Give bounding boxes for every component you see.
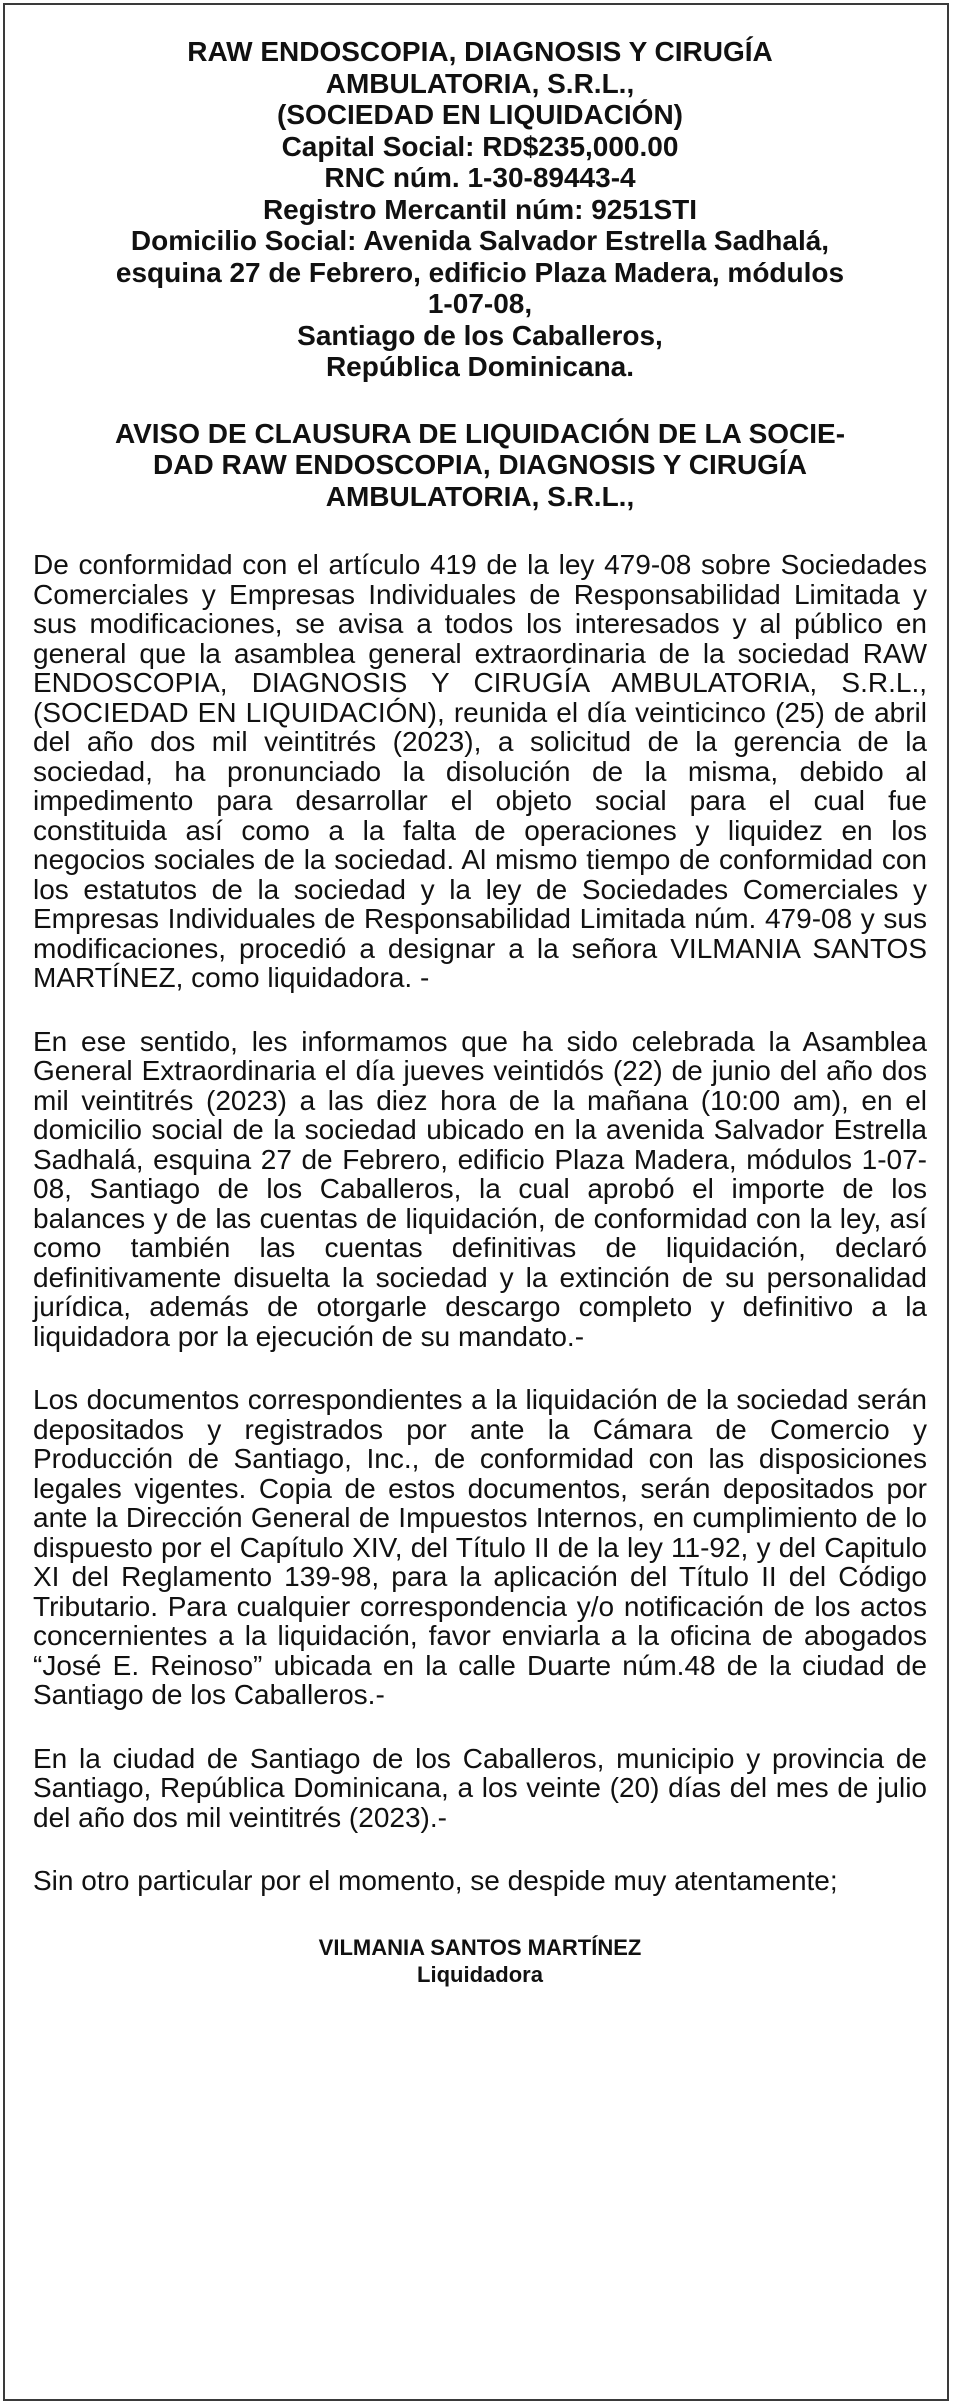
paragraph-dissolution: De conformidad con el artículo 419 de la ley 479-08 sobre Sociedades Comerciales y Empresas Individuales de Responsabilidad Limitada y sus modificaciones, se avisa a todos los interesados y al público en general que la asamblea general extraordinaria de la sociedad RAW ENDOSCOPIA, DIAGNOSIS Y CIRUGÍA AMBULATORIA, S.R.L., (SOCIEDAD EN LIQUIDACIÓN), reunida el día veinticinco (25) de abril del año dos mil veintitrés (2023), a solicitud de la gerencia de la sociedad, ha pronunciado la disolución de la misma, debido al impedimento para desarrollar el objeto social para el cual fue constituida así como a la falta de operaciones y liquidez en los negocios sociales de la sociedad. Al mismo tiempo de conformidad con los estatutos de la sociedad y la ley de Sociedades Comerciales y Empresas Individuales de Responsabilidad Limitada núm. 479-08 y sus modificaciones, procedió a designar a la señora VILMANIA SANTOS MARTÍNEZ, como liquidadora. - bbox=[33, 549, 927, 993]
address-line-1: Domicilio Social: Avenida Salvador Estrella Sadhalá, bbox=[130, 225, 830, 256]
notice-title-line-3: AMBULATORIA, S.R.L., bbox=[325, 480, 635, 512]
paragraph-closing: Sin otro particular por el momento, se despide muy atentamente; bbox=[33, 1865, 838, 1896]
address-line-2: esquina 27 de Febrero, edificio Plaza Madera, módulos bbox=[115, 256, 845, 288]
notice-title bbox=[33, 418, 927, 513]
company-name-line-1: RAW ENDOSCOPIA, DIAGNOSIS Y CIRUGÍA bbox=[187, 36, 773, 67]
paragraph-documents: Los documentos correspondientes a la liquidación de la sociedad serán depositados y registrados por ante la Cámara de Comercio y Producción de Santiago, Inc., de conformidad con las disposiciones legales vigentes. Copia de estos documentos, serán depositados por ante la Dirección General de Impuestos Internos, en cumplimiento de lo dispuesto por el Capítulo XIV, del Título II de la ley 11-92, y del Capitulo XI del Reglamento 139-98, para la aplicación del Título II del Código Tributario. Para cualquier correspondencia y/o notificación de los actos concernientes a la liquidación, favor enviarla a la oficina de abogados “José E. Reinoso” ubicada en la calle Duarte núm.48 de la ciudad de Santiago de los Caballeros.- bbox=[33, 1384, 927, 1710]
company-header bbox=[33, 36, 927, 383]
notice-title-line-1: AVISO DE CLAUSURA DE LIQUIDACIÓN DE LA SOCIE- bbox=[114, 417, 846, 449]
legal-notice bbox=[33, 36, 927, 1988]
notice-body bbox=[33, 550, 927, 1896]
company-status: (SOCIEDAD EN LIQUIDACIÓN) bbox=[277, 99, 683, 130]
mercantile-registry: Registro Mercantil núm: 9251STI bbox=[262, 193, 698, 225]
rnc-number: RNC núm. 1-30-89443-4 bbox=[324, 162, 636, 193]
notice-title-line-2: DAD RAW ENDOSCOPIA, DIAGNOSIS Y CIRUGÍA bbox=[153, 449, 807, 480]
paragraph-assembly: En ese sentido, les informamos que ha sido celebrada la Asamblea General Extraordinaria el día jueves veintidós (22) de junio del año dos mil veintitrés (2023) a las diez hora de la mañana (10:00 am), en el domicilio social de la sociedad ubicado en la avenida Salvador Estrella Sadhalá, esquina 27 de Febrero, edificio Plaza Madera, módulos 1-07-08, Santiago de los Caballeros, la cual aprobó el importe de los balances y de las cuentas de liquidación, de conformidad con la ley, así como también las cuentas definitivas de liquidación, declaró definitivamente disuelta la sociedad y la extinción de su personalidad jurídica, además de otorgarle descargo completo y definitivo a la liquidadora por la ejecución de su mandato.- bbox=[33, 1025, 927, 1352]
address-city: Santiago de los Caballeros, bbox=[297, 319, 663, 351]
company-name-line-2: AMBULATORIA, S.R.L., bbox=[325, 67, 635, 99]
signatory-name: VILMANIA SANTOS MARTÍNEZ bbox=[318, 1934, 642, 1960]
signatory-role: Liquidadora bbox=[417, 1961, 543, 1987]
capital-social: Capital Social: RD$235,000.00 bbox=[281, 130, 679, 162]
address-country: República Dominicana. bbox=[325, 351, 635, 382]
address-line-3: 1-07-08, bbox=[427, 288, 533, 319]
paragraph-date-place: En la ciudad de Santiago de los Caballeros, municipio y provincia de Santiago, República Dominicana, a los veinte (20) días del mes de julio del año dos mil veintitrés (2023).- bbox=[33, 1742, 927, 1833]
signature-block bbox=[33, 1934, 927, 1988]
